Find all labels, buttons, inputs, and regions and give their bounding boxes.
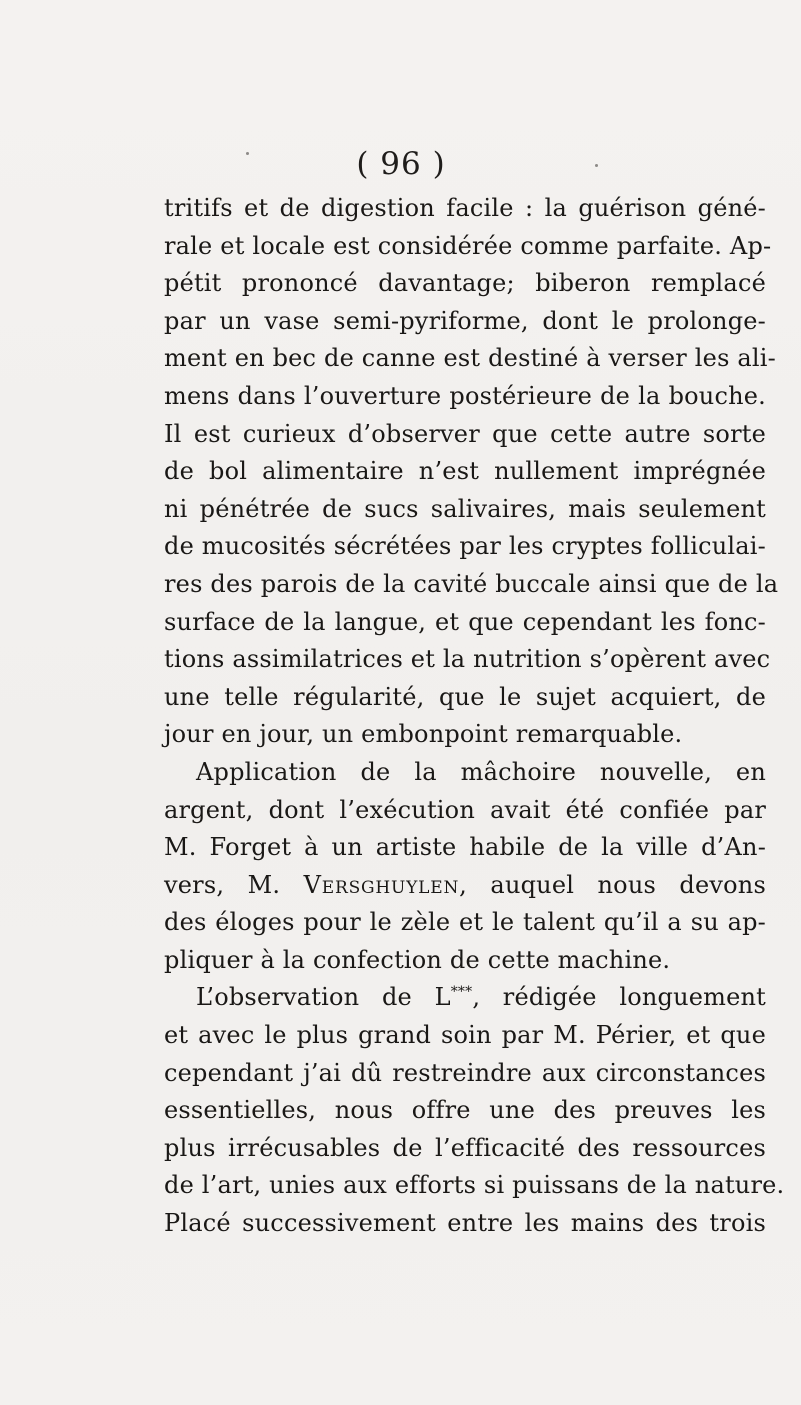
text-line: des éloges pour le zèle et le talent qu’il a su ap- [164, 908, 766, 937]
person-name: Versghuylen [303, 870, 460, 899]
text-line: tritifs et de digestion facile : la guérison géné- [164, 194, 766, 222]
text-line: ment en bec de canne est destiné à verser les ali- [164, 344, 776, 373]
text-line: jour en jour, un embonpoint remarquable. [164, 720, 683, 749]
text-line: Placé successivement entre les mains des trois [164, 1209, 766, 1238]
page-number: ( 96 ) [356, 146, 446, 182]
text-line: tions assimilatrices et la nutrition s’opèrent avec [164, 645, 771, 674]
text-line: surface de la langue, et que cependant les fonc- [164, 607, 766, 636]
text-line: ni pénétrée de sucs salivaires, mais seulement [164, 494, 766, 523]
print-speck [246, 152, 249, 155]
text-line: argent, dont l’exécution avait été confiée par [164, 795, 766, 824]
text-line: rale et locale est considérée comme parfaite. Ap- [164, 231, 772, 260]
text-fragment: vers, M. [164, 870, 304, 899]
text-line [164, 867, 766, 905]
text-line: et avec le plus grand soin par M. Périer, et que [164, 1021, 766, 1050]
text-line: de bol alimentaire n’est nullement imprégnée [164, 457, 766, 486]
text-line: pliquer à la confection de cette machine. [164, 945, 671, 974]
text-fragment: , auquel nous devons [459, 870, 766, 899]
text-line: mens dans l’ouverture postérieure de la bouche. [164, 381, 766, 410]
text-line: plus irrécusables de l’efficacité des ressources [164, 1133, 766, 1162]
text-line: M. Forget à un artiste habile de la ville d’An- [164, 833, 766, 862]
text-fragment: , rédigée longuement [472, 983, 766, 1012]
text-line: de l’art, unies aux efforts si puissans de la nature. [164, 1171, 785, 1200]
text-line: pétit prononcé davantage; biberon remplacé [164, 269, 766, 298]
text-fragment: L’observation de L [196, 983, 451, 1012]
text-line: Il est curieux d’observer que cette autre sorte [164, 419, 766, 448]
body-text [164, 190, 785, 1243]
text-line: Application de la mâchoire nouvelle, en [196, 757, 766, 786]
text-line: res des parois de la cavité buccale ainsi que de la [164, 569, 779, 598]
text-line: cependant j’ai dû restreindre aux circonstances [164, 1058, 766, 1087]
text-line: essentielles, nous offre une des preuves les [164, 1096, 766, 1125]
text-line: de mucosités sécrétées par les cryptes folliculai- [164, 532, 766, 561]
print-speck [595, 164, 598, 167]
text-line [164, 979, 766, 1017]
text-line: par un vase semi-pyriforme, dont le prolonge- [164, 306, 766, 335]
superscript-marks: *** [450, 984, 473, 1001]
text-line: une telle régularité, que le sujet acquiert, de [164, 682, 766, 711]
